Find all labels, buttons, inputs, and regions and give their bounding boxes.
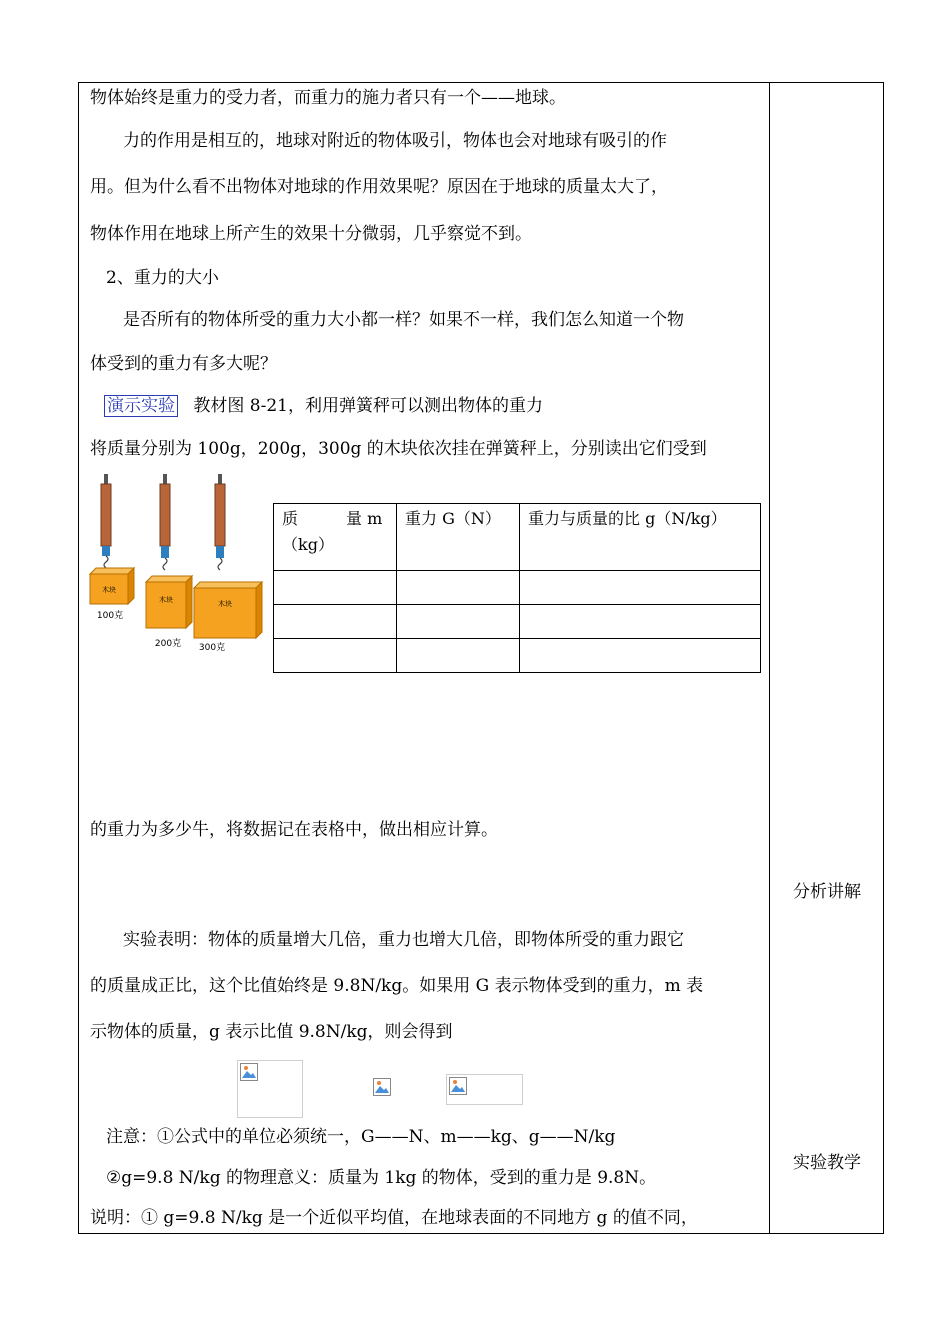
spring-scale-3: [194, 474, 262, 653]
paragraph-2-line-1: 力的作用是相互的，地球对附近的物体吸引，物体也会对地球有吸引的作: [123, 131, 667, 151]
demo-experiment-link[interactable]: 演示实验: [104, 395, 178, 417]
block-1-text: 木块: [102, 586, 116, 594]
block-1-label: 100克: [96, 611, 124, 621]
formula-image-3: [446, 1074, 523, 1105]
paragraph-2-line-2: 用。但为什么看不出物体对地球的作用效果呢？原因在于地球的质量太大了，: [90, 177, 668, 197]
table-cell: [397, 571, 520, 605]
table-row: [274, 639, 761, 673]
broken-image-icon: [240, 1063, 258, 1081]
block-2-label: 200克: [154, 639, 182, 649]
section-heading: 2、重力的大小: [106, 268, 219, 288]
broken-image-icon: [373, 1078, 391, 1096]
table-cell: [520, 605, 761, 639]
data-table: [273, 503, 761, 673]
table-cell: [520, 639, 761, 673]
side-label-experiment: 实验教学: [793, 1153, 861, 1173]
note-3: 说明：① g=9.8 N/kg 是一个近似平均值，在地球表面的不同地方 g 的值不同，: [90, 1208, 698, 1228]
paragraph-6-line-2: 的质量成正比，这个比值始终是 9.8N/kg。如果用 G 表示物体受到的重力，m 表: [90, 976, 704, 996]
formula-image-1: [237, 1060, 303, 1118]
paragraph-3-line-2: 体受到的重力有多大呢？: [90, 354, 277, 374]
note-2: ②g=9.8 N/kg 的物理意义：质量为 1kg 的物体，受到的重力是 9.8N。: [106, 1168, 657, 1188]
spring-scale-1: [90, 474, 134, 621]
paragraph-6-line-1: 实验表明：物体的质量增大几倍，重力也增大几倍，即物体所受的重力跟它: [123, 930, 684, 950]
paragraph-4: 将质量分别为 100g，200g，300g 的木块依次挂在弹簧秤上，分别读出它们受到: [90, 439, 707, 459]
table-cell: [274, 639, 397, 673]
spring-scale-figure: [88, 470, 268, 660]
table-header-row: [274, 504, 761, 571]
demo-text: 教材图 8-21，利用弹簧秤可以测出物体的重力: [193, 396, 544, 416]
note-1: 注意：①公式中的单位必须统一，G——N、m——kg、g——N/kg: [106, 1127, 616, 1147]
table-row: [274, 605, 761, 639]
paragraph-3-line-1: 是否所有的物体所受的重力大小都一样？如果不一样，我们怎么知道一个物: [123, 310, 684, 330]
table-cell: [397, 605, 520, 639]
block-2-text: 木块: [159, 596, 173, 604]
broken-image-icon: [449, 1077, 467, 1095]
paragraph-5: 的重力为多少牛，将数据记在表格中，做出相应计算。: [90, 820, 498, 840]
table-cell: [520, 571, 761, 605]
paragraph-1: 物体始终是重力的受力者，而重力的施力者只有一个——地球。: [90, 88, 566, 108]
side-label-analysis: 分析讲解: [793, 882, 861, 902]
table-cell: [397, 639, 520, 673]
table-cell: [274, 571, 397, 605]
header-gravity: 重力 G（N）: [397, 504, 520, 571]
table-cell: [274, 605, 397, 639]
paragraph-2-line-3: 物体作用在地球上所产生的效果十分微弱，几乎察觉不到。: [90, 224, 532, 244]
demo-line: [104, 396, 543, 416]
formula-image-2: [371, 1076, 393, 1098]
block-3-label: 300克: [198, 643, 226, 653]
spring-scale-2: [146, 474, 192, 649]
block-3-text: 木块: [218, 600, 232, 608]
column-divider: [769, 82, 770, 1234]
table-row: [274, 571, 761, 605]
paragraph-6-line-3: 示物体的质量，g 表示比值 9.8N/kg，则会得到: [90, 1022, 453, 1042]
header-ratio: 重力与质量的比 g（N/kg）: [520, 504, 761, 571]
header-mass: 质 量 m（kg）: [274, 504, 397, 571]
